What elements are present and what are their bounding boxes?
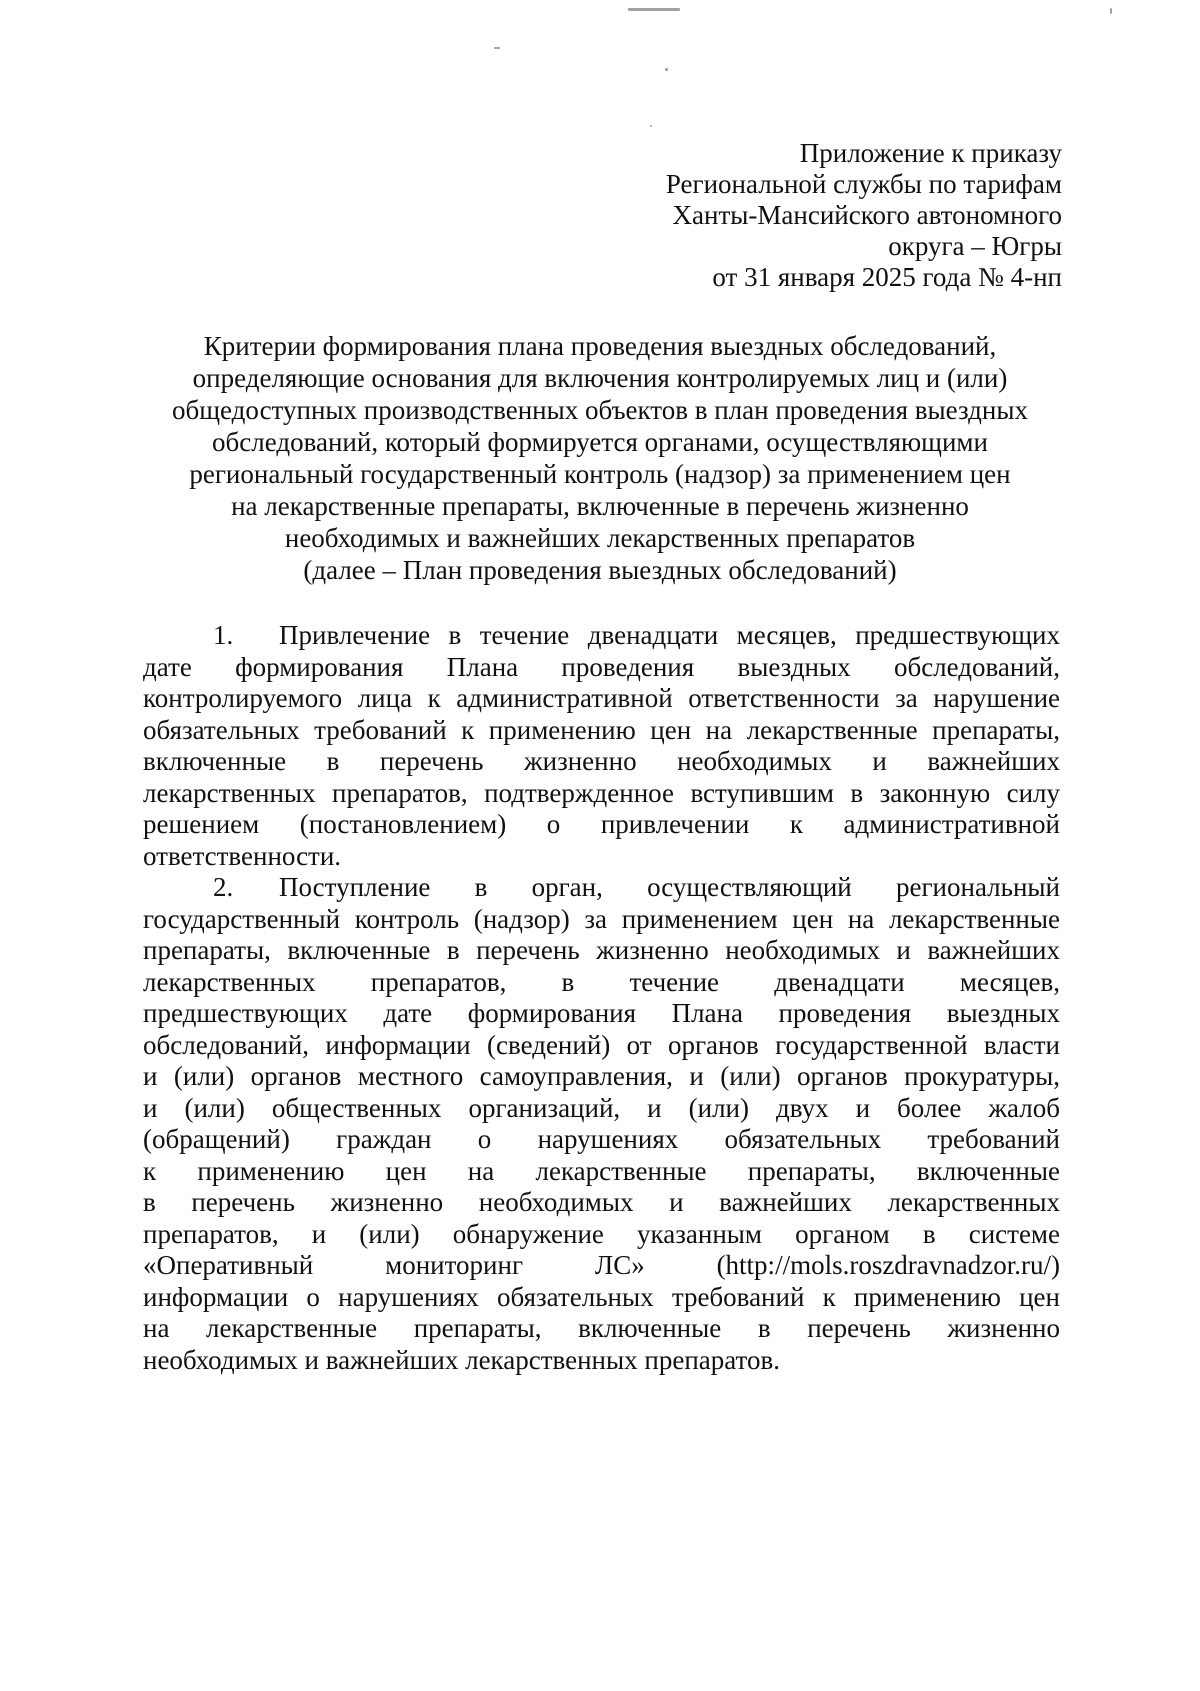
scan-artifact xyxy=(665,68,668,71)
paragraph-line-text: Поступление в орган, осуществляющий региональный xyxy=(279,872,1060,902)
paragraph-line-text: Привлечение в течение двенадцати месяцев, предшествующих xyxy=(279,620,1060,650)
header-line: Ханты-Мансийского автономного xyxy=(672,200,1062,230)
paragraph-line: решением (постановлением) о привлечении к административной xyxy=(143,809,1060,839)
paragraph-line: обследований, информации (сведений) от органов государственной власти xyxy=(143,1029,1060,1060)
scan-artifact xyxy=(494,47,500,49)
scan-artifact xyxy=(628,8,680,11)
paragraph-line xyxy=(143,872,1060,904)
paragraph-line: предшествующих дате формирования Плана проведения выездных xyxy=(143,998,1060,1028)
title-line: Критерии формирования плана проведения выездных обследований, xyxy=(203,331,997,361)
paragraph-line: дате формирования Плана проведения выездных обследований, xyxy=(143,651,1060,682)
paragraph-line: необходимых и важнейших лекарственных препаратов. xyxy=(143,1344,780,1375)
paragraph-line: на лекарственные препараты, включенные в перечень жизненно xyxy=(143,1313,1060,1343)
paragraph-line: и (или) общественных организаций, и (или) двух и более жалоб xyxy=(143,1092,1060,1123)
title-line: общедоступных производственных объектов в план проведения выездных xyxy=(172,395,1028,425)
document-title xyxy=(140,330,1060,586)
title-line: определяющие основания для включения контролируемых лиц и (или) xyxy=(192,363,1008,393)
paragraph-line: обязательных требований к применению цен на лекарственные препараты, xyxy=(143,714,1060,745)
paragraph-line: включенные в перечень жизненно необходимых и важнейших xyxy=(143,746,1060,776)
paragraph-line: к применению цен на лекарственные препараты, включенные xyxy=(143,1155,1060,1186)
paragraph-line: контролируемого лица к административной ответственности за нарушение xyxy=(143,683,1060,713)
paragraph-line: «Оперативный мониторинг ЛС» (http://mols.roszdravnadzor.ru/) xyxy=(143,1250,1060,1280)
title-line: (далее – План проведения выездных обследований) xyxy=(303,555,897,585)
paragraph-line: и (или) органов местного самоуправления, и (или) органов прокуратуры, xyxy=(143,1061,1060,1091)
paragraph-number: 1. xyxy=(213,620,234,650)
approval-header xyxy=(542,138,1062,293)
title-line: обследований, который формируется органами, осуществляющими xyxy=(212,427,988,457)
header-line: Региональной службы по тарифам xyxy=(665,169,1062,199)
numbered-paragraph-1 xyxy=(143,620,1060,872)
paragraph-line: ответственности. xyxy=(143,840,342,871)
header-line: от 31 января 2025 года № 4-нп xyxy=(712,262,1062,292)
paragraph-number: 2. xyxy=(213,872,234,902)
title-line: необходимых и важнейших лекарственных препаратов xyxy=(284,523,916,553)
paragraph-line: препаратов, и (или) обнаружение указанным органом в системе xyxy=(143,1218,1060,1249)
paragraph-line: лекарственных препаратов, подтвержденное вступившим в законную силу xyxy=(143,777,1060,808)
paragraph-line: в перечень жизненно необходимых и важнейших лекарственных xyxy=(143,1187,1060,1217)
title-line: на лекарственные препараты, включенные в перечень жизненно xyxy=(231,491,969,521)
document-body xyxy=(143,620,1060,1376)
header-line: Приложение к приказу xyxy=(799,138,1062,168)
scan-artifact xyxy=(1110,8,1112,14)
paragraph-line: (обращений) граждан о нарушениях обязательных требований xyxy=(143,1124,1060,1154)
numbered-paragraph-2 xyxy=(143,872,1060,1376)
paragraph-line: препараты, включенные в перечень жизненно необходимых и важнейших xyxy=(143,935,1060,965)
header-line: округа – Югры xyxy=(888,231,1062,261)
scan-artifact xyxy=(650,125,652,127)
title-line: региональный государственный контроль (надзор) за применением цен xyxy=(189,459,1011,489)
paragraph-line: информации о нарушениях обязательных требований к применению цен xyxy=(143,1281,1060,1312)
paragraph-line: лекарственных препаратов, в течение двенадцати месяцев, xyxy=(143,966,1060,997)
paragraph-line: государственный контроль (надзор) за применением цен на лекарственные xyxy=(143,903,1060,934)
paragraph-line xyxy=(143,620,1060,652)
